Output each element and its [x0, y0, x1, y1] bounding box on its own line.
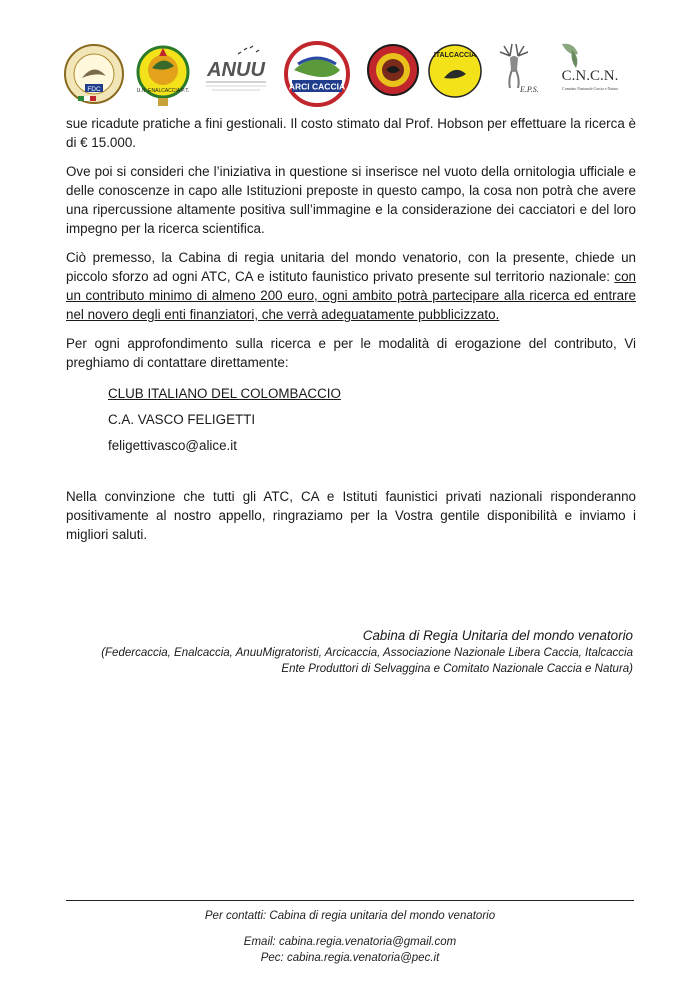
- unione-enalcaccia-logo: [136, 40, 190, 113]
- cncn-logo-text: C.N.C.N.: [561, 68, 619, 84]
- footer-divider: [66, 900, 634, 901]
- eps-deer-logo: [490, 40, 540, 105]
- paragraph-request: [66, 248, 636, 324]
- cncn-logo: [550, 40, 628, 107]
- libera-caccia-logo: [366, 40, 420, 105]
- contact-org: CLUB ITALIANO DEL COLOMBACCIO: [108, 386, 341, 401]
- cncn-logo-subtext: Comitato Nazionale Caccia e Natura: [562, 87, 618, 91]
- contact-person: C.A. VASCO FELIGETTI: [108, 412, 256, 427]
- footer-pec[interactable]: Pec: cabina.regia.venatoria@pec.it: [260, 952, 440, 964]
- arci-caccia-logo-text: ARCI CACCIA: [288, 81, 346, 92]
- fdc-logo-text: FDC: [87, 86, 101, 93]
- italcaccia-logo: [428, 40, 482, 107]
- paragraph-contact-intro: Per ogni approfondimento sulla ricerca e per le modalità di erogazione del contributo, Vi preghiamo di contattare direttamente:: [66, 336, 636, 370]
- contact-email[interactable]: feligettivasco@alice.it: [108, 438, 237, 453]
- letter-body: [66, 114, 636, 382]
- enalcaccia-logo-text: U.N. ENALCACCIA P.T.: [136, 88, 190, 94]
- logo-strip: [62, 40, 632, 110]
- signature-members-line2: Ente Produttori di Selvaggina e Comitato Nazionale Caccia e Natura): [281, 663, 633, 675]
- footer-email[interactable]: Email: cabina.regia.venatoria@gmail.com: [243, 936, 457, 948]
- closing-paragraph: Nella convinzione che tutti gli ATC, CA e Istituti faunistici privati nazionali risponderanno positivamente al nostro appello, ringraziamo per la Vostra gentile disponibilità e inviamo i migliori saluti.: [66, 489, 636, 542]
- italcaccia-logo-text: ITALCACCIA: [433, 52, 477, 59]
- request-contribution: con un contributo minimo di almeno 200 euro, ogni ambito potrà partecipare alla ricerca ed entrare nel novero degli enti finanziatori, che verrà adeguatamente pubblicizzato.: [66, 269, 636, 322]
- club-italiano-colombaccio-logo: [64, 40, 124, 113]
- request-intro: Ciò premesso, la Cabina di regia unitaria del mondo venatorio, con la presente, chiede un piccolo sforzo ad ogni ATC, CA e istituto faunistico privato presente sul territorio nazionale:: [66, 250, 636, 284]
- footer-contacts-label: Per contatti: Cabina di regia unitaria del mondo venatorio: [204, 910, 496, 922]
- anuu-logo-text: ANUU: [207, 59, 265, 81]
- signature-members-line1: (Federcaccia, Enalcaccia, AnuuMigratoristi, Arcicaccia, Associazione Nazionale Libera Caccia, Italcaccia: [101, 647, 633, 659]
- signature-title: Cabina di Regia Unitaria del mondo venatorio: [362, 628, 633, 643]
- anuu-logo: [200, 40, 272, 105]
- paragraph-cost: sue ricadute pratiche a fini gestionali. Il costo stimato dal Prof. Hobson per effettuare la ricerca è di € 15.000.: [66, 116, 636, 150]
- eps-logo-text: E.P.S.: [520, 85, 539, 94]
- arci-caccia-logo: [284, 40, 350, 113]
- paragraph-ornithology: Ove poi si consideri che l’iniziativa in questione si inserisce nel vuoto della ornitologia ufficiale e delle conoscenze in capo alle Istituzioni preposte in questo campo, la cosa non potrà che avere una ripercussione altamente positiva sull’immagine e la considerazione dei cacciatori e del loro impegno per la ricerca scientifica.: [66, 164, 636, 236]
